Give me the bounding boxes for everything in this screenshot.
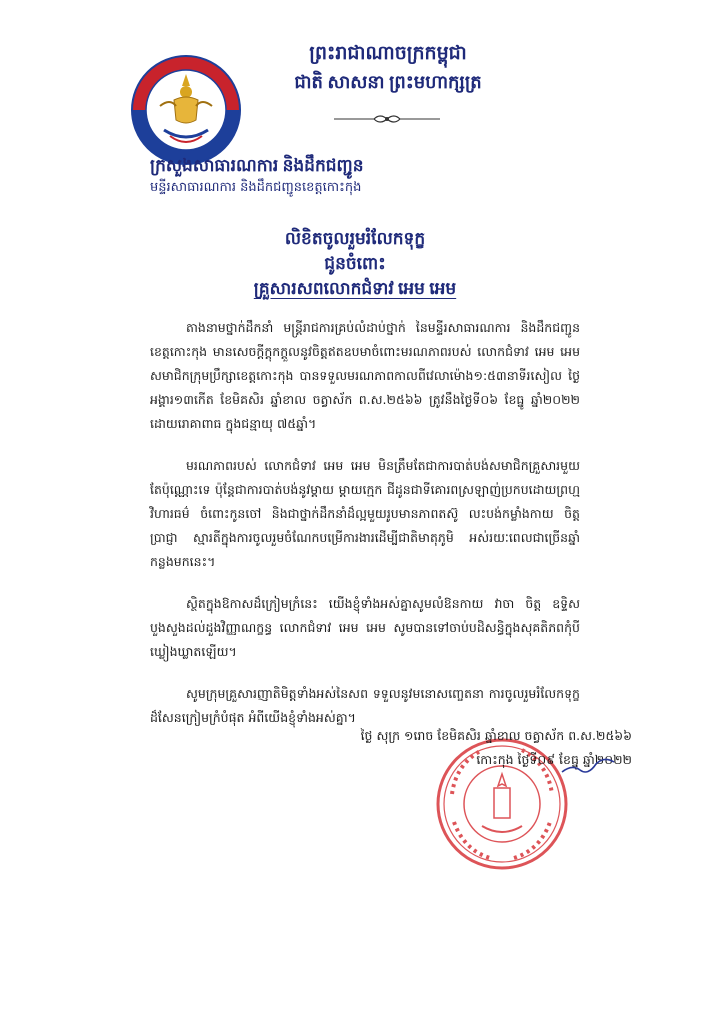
ornament-divider-icon <box>332 112 442 126</box>
kingdom-motto <box>268 40 508 96</box>
title-line-condolence: លិខិតចូលរួមរំលែកទុក្ខ <box>284 229 426 248</box>
department-name: មន្ទីរសាធារណការ និងដឹកជញ្ជូនខេត្តកោះកុង <box>150 180 362 195</box>
body-paragraph-1: តាងនាមថ្នាក់ដឹកនាំ មន្ត្រីរាជការគ្រប់លំដាប់ថ្នាក់ នៃមន្ទីរសាធារណការ និងដឹកជញ្ជូនខេត្តកោះកុង មានសេចក្ដីក្ដុកក្ដួលនូវចិត្តឥតឧបមាចំពោះមរណភាពរបស់ លោកជំទាវ អេម អេម សមាជិកក្រុមប្រឹក្សាខេត្តកោះកុង បានទទួលមរណភាពកាលពីវេលាម៉ោង១:៥៣នាទីរសៀល ថ្ងៃអង្គារ១៣កើត ខែមិគសិរ ឆ្នាំខាល ចត្វាស័ក ព.ស.២៥៦៦ ត្រូវនឹងថ្ងៃទី០៦ ខែធ្នូ ឆ្នាំ២០២២ ដោយរោគាពាធ ក្នុងជន្មាយុ ៧៥ឆ្នាំ។ <box>150 320 580 431</box>
lunar-date: ថ្ងៃ សុក្រ ១រោច ខែមិគសិរ ឆ្នាំខាល ចត្វាស័ក ព.ស.២៥៦៦ <box>360 728 632 743</box>
body-paragraph-2: មរណភាពរបស់ លោកជំទាវ អេម អេម មិនត្រឹមតែជាការបាត់បង់សមាជិកគ្រួសារមួយ តែប៉ុណ្ណោះទេ ប៉ុន្តែជាការបាត់បង់នូវម្ដាយ ម្ដាយក្មេក ជីដូនជាទីគោរពស្រឡាញ់ប្រកបដោយព្រហ្មវិហារធម៌ ចំពោះកូនចៅ និងជាថ្នាក់ដឹកនាំដ៏ល្អមួយរូបមានភាពតស៊ូ លះបង់កម្លាំងកាយ ចិត្ត ប្រាជ្ញា ស្មារតីក្នុងការចូលរួមចំណែកបម្រើការងារដើម្បីជាតិមាតុភូមិ អស់រយៈពេលជាច្រើនឆ្នាំកន្លងមកនេះ។ <box>150 458 580 569</box>
title-line-family: គ្រួសារសពលោកជំទាវ អេម អេម <box>253 279 457 298</box>
title-line-to: ជូនចំពោះ <box>324 254 386 273</box>
letter-body <box>150 316 580 748</box>
nation-religion-king: ជាតិ សាសនា ព្រះមហាក្សត្រ <box>294 72 482 92</box>
signature-mark-icon <box>560 754 616 778</box>
body-paragraph-3: ស្ថិតក្នុងឱកាសដ៏ក្រៀមក្រំនេះ យើងខ្ញុំទាំងអស់គ្នាសូមលំឱនកាយ វាចា ចិត្ត ឧទ្ទិសបួងសួងដល់ដួងវិញ្ញាណក្ខន្ធ លោកជំទាវ អេម អេម សូមបានទៅចាប់បដិសន្ធិក្នុងសុគតិភពកុំបីឃ្លៀងឃ្លាតឡើយ។ <box>150 596 580 659</box>
ministry-name: ក្រសួងសាធារណការ និងដឹកជញ្ជូន <box>150 156 364 175</box>
kingdom-name: ព្រះរាជាណាចក្រកម្ពុជា <box>309 43 467 64</box>
letter-title <box>150 226 560 301</box>
solar-date: កោះកុង ថ្ងៃទី០៩ ខែធ្នូ ឆ្នាំ២០២២ <box>476 752 632 767</box>
ministry-header <box>150 155 510 199</box>
party-emblem-icon <box>130 54 242 166</box>
body-paragraph-4: សូមក្រុមគ្រួសារញាតិមិត្តទាំងអស់នៃសព ទទួលនូវមនោសញ្ចេតនា ការចូលរួមរំលែកទុក្ខដ៏សែនក្រៀមក្រំបំផុត អំពីយើងខ្ញុំទាំងអស់គ្នា។ <box>150 686 580 725</box>
